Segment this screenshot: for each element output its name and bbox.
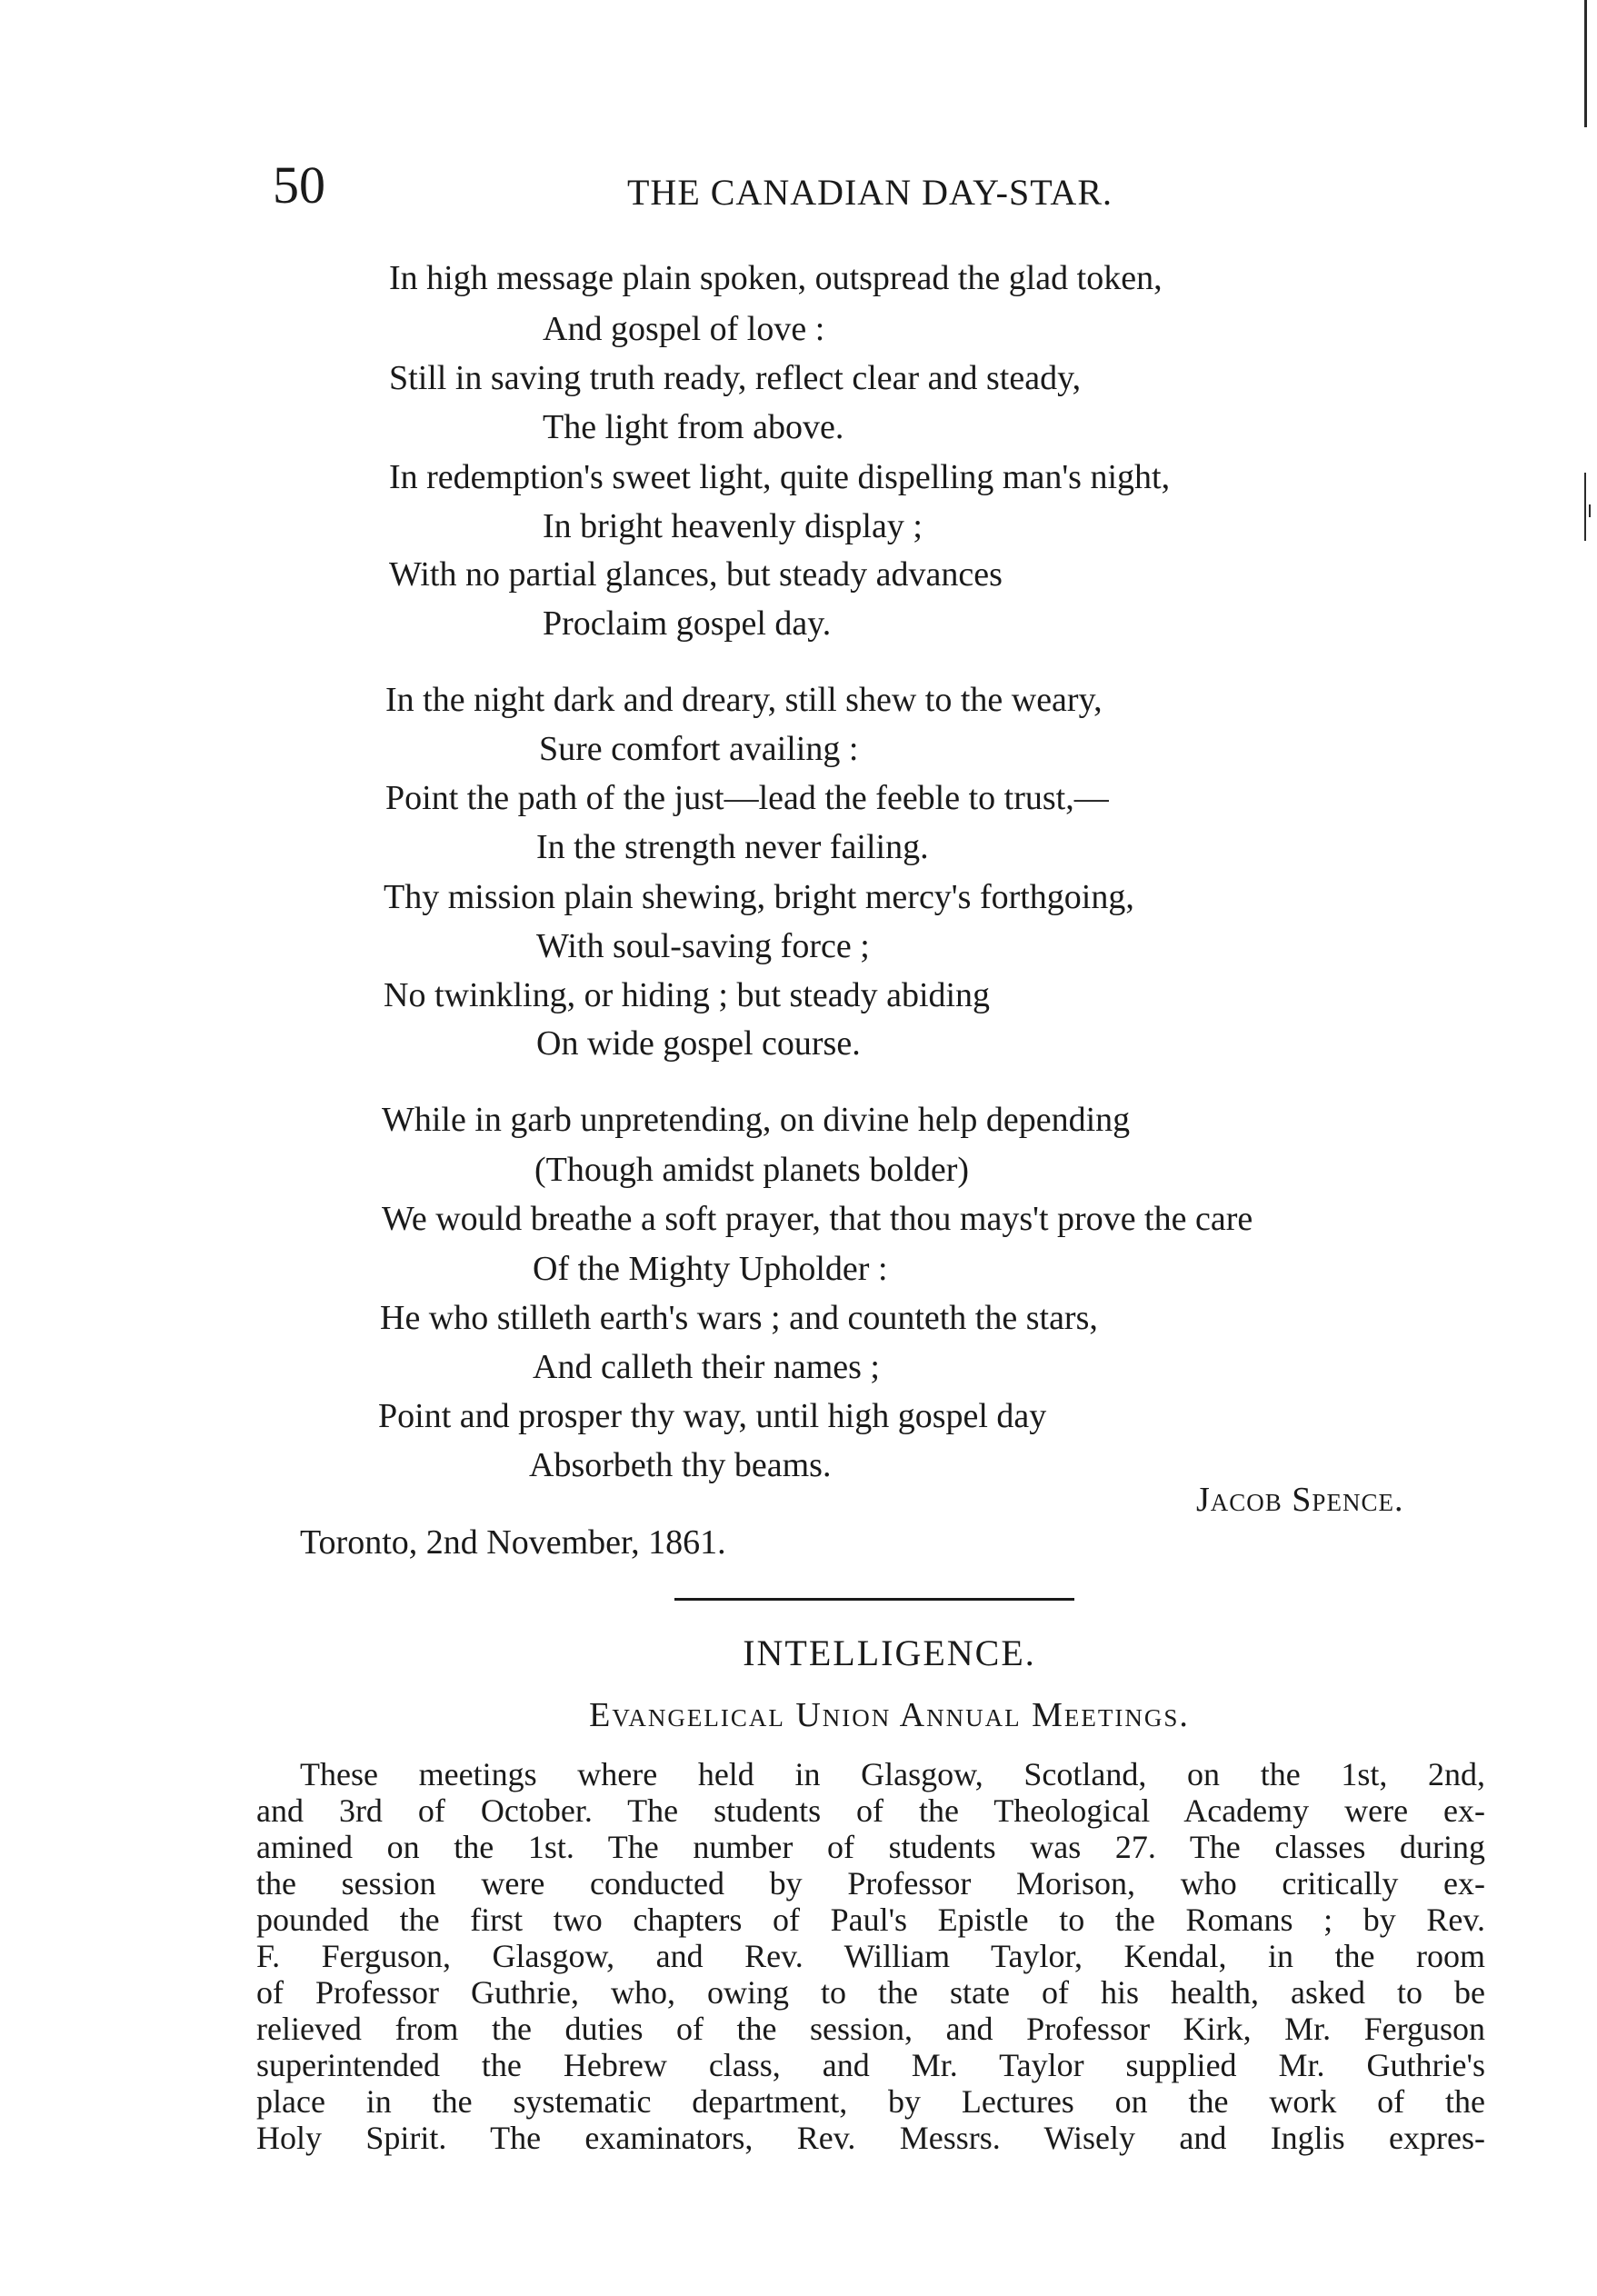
paragraph-line: the session were conducted by Professor Morison, who critically ex- — [256, 1865, 1485, 1902]
paragraph-line: These meetings where held in Glasgow, Scotland, on the 1st, 2nd, — [300, 1756, 1485, 1792]
article-paragraph — [256, 1756, 1485, 2156]
poem-line: In high message plain spoken, outspread the glad token, — [389, 259, 1163, 297]
poem-line: In the strength never failing. — [536, 828, 929, 866]
poem-line: Still in saving truth ready, reflect clear and steady, — [389, 359, 1082, 397]
running-title: THE CANADIAN DAY-STAR. — [627, 172, 1113, 213]
section-divider — [674, 1598, 1074, 1601]
paragraph-line: superintended the Hebrew class, and Mr. Taylor supplied Mr. Guthrie's — [256, 2047, 1485, 2083]
poem-line: While in garb unpretending, on divine help depending — [382, 1101, 1131, 1139]
poem-line: In the night dark and dreary, still shew to the weary, — [385, 681, 1103, 719]
poem-line: Absorbeth thy beams. — [529, 1446, 832, 1484]
poem-line: Sure comfort availing : — [539, 730, 859, 768]
poem-line: Proclaim gospel day. — [543, 604, 832, 643]
paragraph-line: relieved from the duties of the session, and Professor Kirk, Mr. Ferguson — [256, 2011, 1485, 2047]
poem-line: No twinkling, or hiding ; but steady abiding — [384, 976, 991, 1014]
poem-signature: Jacob Spence. — [1196, 1481, 1404, 1519]
paragraph-line: and 3rd of October. The students of the Theological Academy were ex- — [256, 1792, 1485, 1829]
paragraph-line: F. Ferguson, Glasgow, and Rev. William Taylor, Kendal, in the room — [256, 1938, 1485, 1974]
poem-line: We would breathe a soft prayer, that thou mays't prove the care — [382, 1200, 1253, 1238]
poem-line: Of the Mighty Upholder : — [533, 1250, 888, 1288]
scan-edge-mark — [1589, 504, 1591, 517]
scan-edge-mark — [1584, 0, 1587, 127]
paragraph-line: Holy Spirit. The examinators, Rev. Messrs. Wisely and Inglis expres- — [256, 2120, 1485, 2156]
poem-line: The light from above. — [543, 408, 844, 446]
paragraph-line: of Professor Guthrie, who, owing to the state of his health, asked to be — [256, 1974, 1485, 2011]
paragraph-line: place in the systematic department, by Lectures on the work of the — [256, 2083, 1485, 2120]
poem-line: Point and prosper thy way, until high gospel day — [378, 1397, 1047, 1435]
poem-line: With no partial glances, but steady advances — [389, 555, 1003, 594]
poem-line: Point the path of the just—lead the feeble to trust,— — [385, 779, 1109, 817]
poem-line: On wide gospel course. — [536, 1024, 861, 1063]
page-number: 50 — [273, 155, 325, 215]
place-date: Toronto, 2nd November, 1861. — [300, 1523, 726, 1562]
paragraph-line: amined on the 1st. The number of students was 27. The classes during — [256, 1829, 1485, 1865]
poem-line: In bright heavenly display ; — [543, 507, 923, 545]
paragraph-line: pounded the first two chapters of Paul's Epistle to the Romans ; by Rev. — [256, 1902, 1485, 1938]
poem-line: (Though amidst planets bolder) — [534, 1151, 970, 1189]
poem-line: In redemption's sweet light, quite dispelling man's night, — [389, 458, 1171, 496]
poem-line: Thy mission plain shewing, bright mercy's forthgoing, — [384, 878, 1134, 916]
poem-line: With soul-saving force ; — [536, 927, 870, 965]
poem-line: He who stilleth earth's wars ; and counteth the stars, — [380, 1299, 1098, 1337]
poem-line: And calleth their names ; — [533, 1348, 880, 1386]
poem-line: And gospel of love : — [543, 310, 825, 348]
section-title: INTELLIGENCE. — [743, 1632, 1036, 1673]
scan-edge-mark — [1584, 473, 1586, 541]
section-subtitle: Evangelical Union Annual Meetings. — [589, 1696, 1190, 1734]
